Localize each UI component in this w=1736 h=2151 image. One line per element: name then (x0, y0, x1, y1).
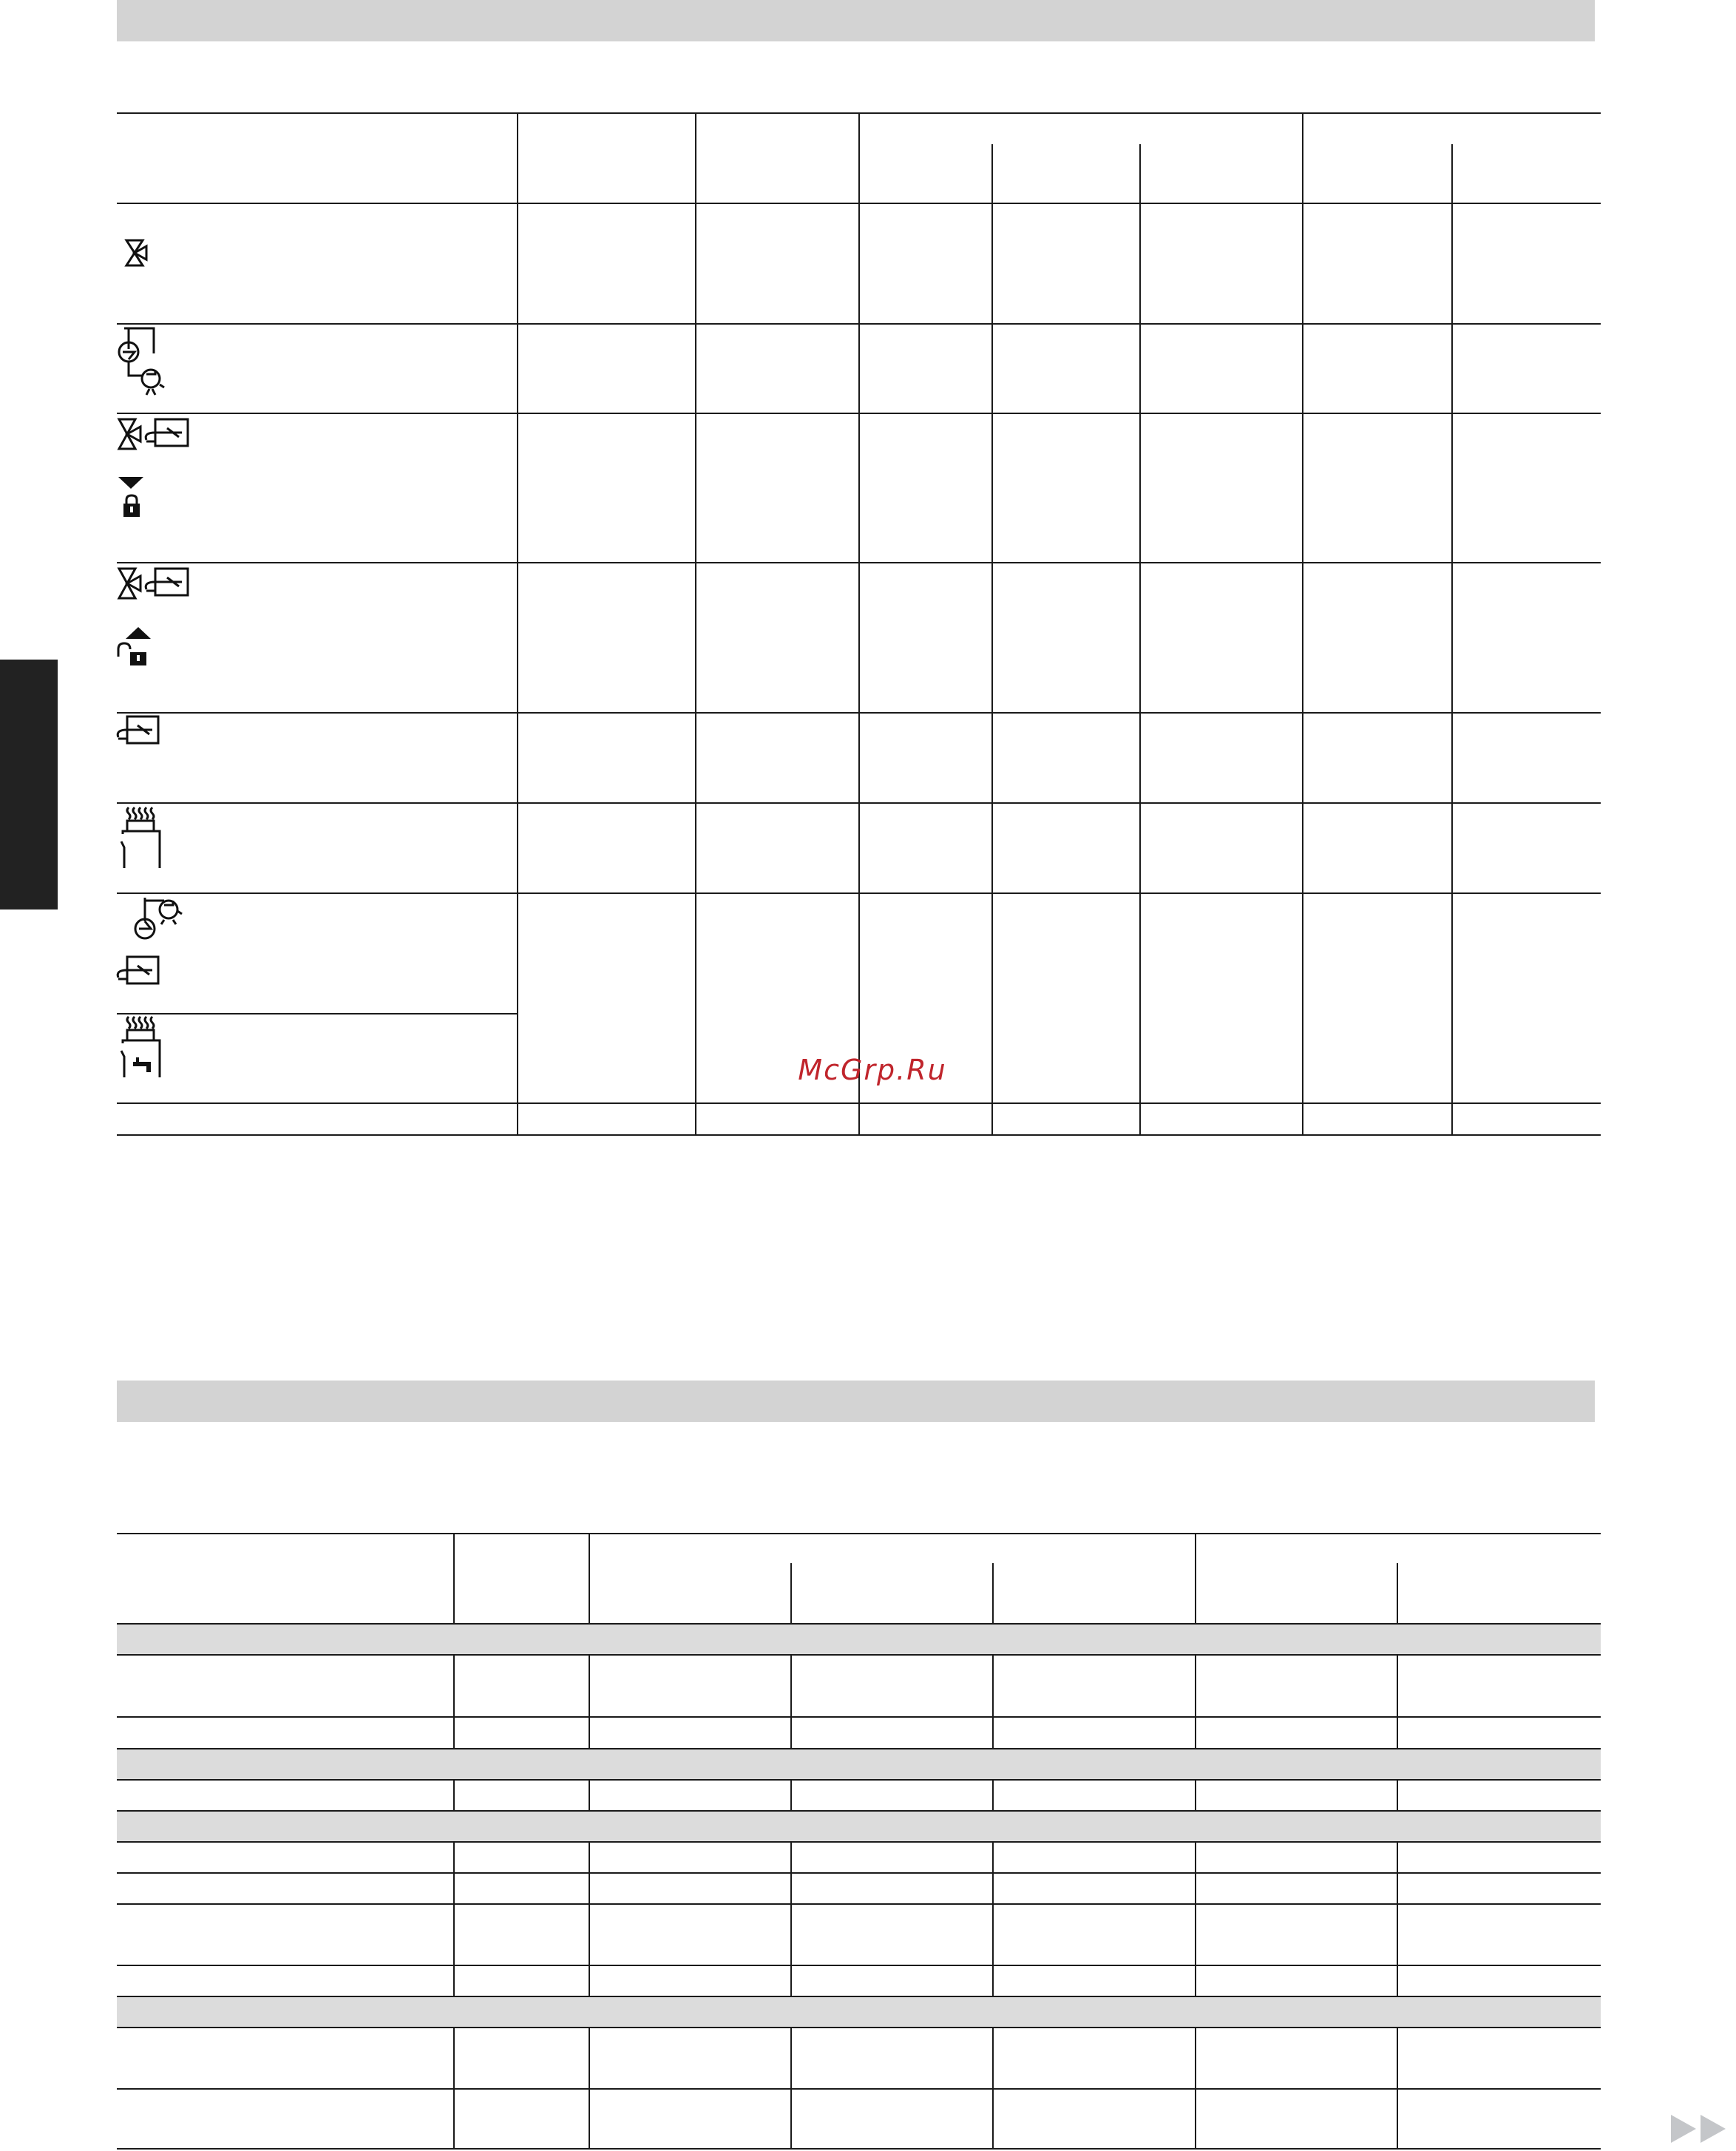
valve-icon (124, 238, 149, 268)
burner-icon (115, 954, 161, 988)
valve-burner-icon (117, 416, 191, 452)
radiator-icon (117, 806, 166, 870)
pump-hot-water-icon (117, 324, 166, 399)
next-page-arrows-icon[interactable] (1669, 2113, 1732, 2144)
lock-icon (121, 493, 142, 518)
unlock-icon (115, 640, 148, 667)
valve-burner-icon (117, 566, 191, 601)
arrow-up-icon (124, 626, 152, 640)
pump-hot-water-icon (132, 895, 185, 946)
arrow-down-icon (117, 475, 145, 490)
burner-icon (115, 714, 161, 748)
tap-icon (132, 1056, 155, 1074)
watermark: McGrp.Ru (798, 1054, 947, 1086)
